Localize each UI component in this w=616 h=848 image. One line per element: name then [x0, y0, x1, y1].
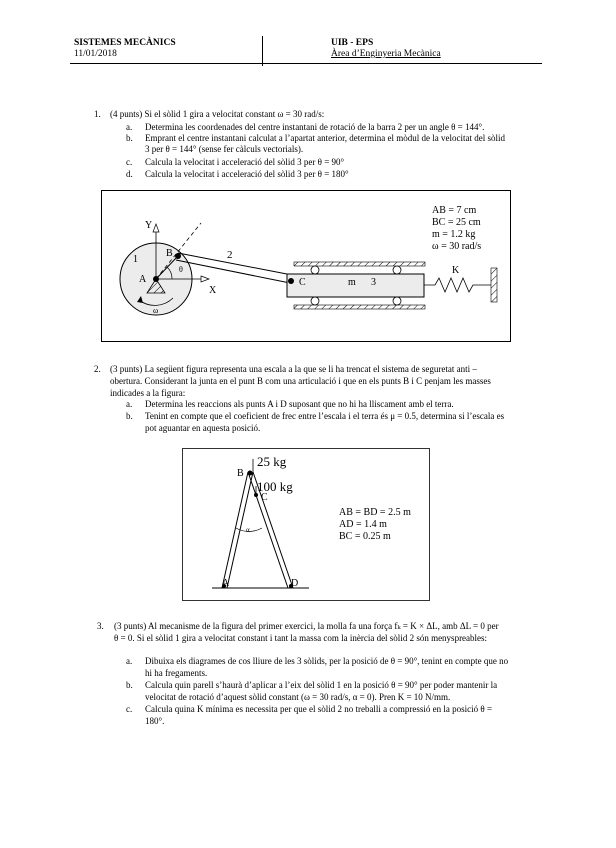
q3-item-b-line2: velocitat de rotació d’aquest sòlid constant (ω = 30 rad/s, α = 0). Pren K = 10 N/mm. — [145, 692, 451, 702]
q1-item-a-letter: a. — [126, 122, 133, 132]
q1-item-d-text: Calcula la velocitat i acceleració del sòlid 3 per θ = 180° — [145, 169, 349, 179]
q3-item-b-line1: Calcula quin parell s’haurà d’aplicar a l’eix del sòlid 1 en la posició θ = 90° per poder mantenir la — [145, 680, 498, 690]
spring-k — [424, 278, 491, 292]
header-right — [331, 38, 441, 60]
roller-1 — [311, 266, 319, 274]
header-rule — [70, 63, 542, 64]
q2-line1: (3 punts) La següent figura representa una escala a la que se li ha trencat el sistema de seguretat anti – — [110, 364, 477, 374]
joint-c — [288, 278, 294, 284]
guide-top — [294, 262, 425, 266]
data-m: m = 1.2 kg — [432, 229, 476, 240]
guide-bottom — [294, 305, 425, 309]
label-a-ladder: A — [222, 578, 230, 589]
header-left — [74, 38, 176, 60]
q2-item-a-text: Determina les reaccions als punts A i D suposant que no hi ha lliscament amb el terra. — [145, 399, 454, 409]
q3-item-b-letter: b. — [126, 680, 133, 690]
ladder-frame — [183, 449, 430, 601]
label-solid-3: 3 — [371, 277, 376, 288]
label-k: K — [452, 265, 460, 276]
q3-item-c-line2: 180°. — [145, 716, 165, 726]
data-ad: AD = 1.4 m — [339, 519, 387, 530]
x-axis-label: X — [209, 285, 217, 296]
roller-2 — [393, 266, 401, 274]
q2-item-b-line2: pot aguantar en aquesta posició. — [145, 423, 261, 433]
q3-item-a-letter: a. — [126, 656, 133, 666]
label-c: C — [299, 277, 306, 288]
label-m: m — [348, 277, 356, 288]
q1-number: 1. — [94, 109, 101, 119]
header-divider — [262, 36, 263, 66]
label-bar-2: 2 — [227, 249, 233, 261]
q3-line2: θ = 0. Si el sòlid 1 gira a velocitat constant i tant la massa com la inèrcia del sòlid 2 són menyspreables: — [114, 633, 488, 643]
q3-item-a-line2: hi ha fregaments. — [145, 668, 208, 678]
label-c-ladder: C — [261, 492, 268, 503]
alpha-label: α — [246, 526, 250, 534]
x-axis-arrow — [201, 276, 209, 282]
joint-b — [175, 253, 181, 259]
q1-item-d-letter: d. — [126, 169, 133, 179]
ladder-figure — [182, 448, 430, 601]
q2-line3: indicades a la figura: — [110, 388, 186, 398]
roller-3 — [311, 297, 319, 305]
data-bc-ladder: BC = 0.25 m — [339, 531, 391, 542]
q1-item-c-letter: c. — [126, 157, 133, 167]
q1-item-c-text: Calcula la velocitat i acceleració del sòlid 3 per θ = 90° — [145, 157, 345, 167]
label-a: A — [139, 274, 147, 285]
q3-number: 3. — [97, 621, 104, 631]
q3-line1: (3 punts) Al mecanisme de la figura del primer exercici, la molla fa una força fₖ = K × ΔL, amb ΔL = 0 per — [114, 621, 499, 631]
roller-4 — [393, 297, 401, 305]
q3-item-a-line1: Dibuixa els diagrames de cos lliure de les 3 sòlids, per la posició de θ = 90°, tenint en compte que no — [145, 656, 509, 666]
omega-label: ω — [153, 306, 159, 315]
joint-b-ladder — [248, 471, 253, 476]
q1-prompt: (4 punts) Si el sòlid 1 gira a velocitat constant ω = 30 rad/s: — [110, 109, 325, 119]
y-axis-arrow — [153, 224, 159, 232]
y-axis-label: Y — [145, 220, 153, 231]
q1-item-a-text: Determina les coordenades del centre instantani de rotació de la barra 2 per un angle θ = 144°. — [145, 122, 485, 132]
label-d-ladder: D — [291, 578, 299, 589]
q1-item-b-line1: Emprant el centre instantani calculat a l’apartat anterior, determina el mòdul de la velocitat del sòlid — [145, 133, 505, 143]
q3-item-c-letter: c. — [126, 704, 133, 714]
theta-label: θ — [179, 265, 183, 274]
q2-item-a-letter: a. — [126, 399, 133, 409]
institution: UIB - EPS — [331, 38, 374, 48]
q2-item-b-letter: b. — [126, 411, 133, 421]
label-b: B — [166, 248, 173, 259]
q2-item-b-line1: Tenint en compte que el coeficient de frec entre l’escala i el terra és μ = 0.5, determina si l’escala es — [145, 411, 505, 421]
leg-ab-outer — [222, 472, 248, 588]
data-bc: BC = 25 cm — [432, 217, 481, 228]
q2-number: 2. — [94, 364, 101, 374]
q1-item-b-line2: 3 per θ = 144° (sense fer càlculs vectorials). — [145, 144, 304, 154]
exam-date: 11/01/2018 — [74, 49, 117, 59]
department: Àrea d’Enginyeria Mecànica — [331, 49, 441, 59]
q3-item-c-line1: Calcula quina K mínima es necessita per que el sòlid 2 no treballi a compressió en la posició θ = — [145, 704, 493, 714]
label-solid-1: 1 — [133, 254, 138, 265]
mass-b-label: 25 kg — [257, 454, 287, 469]
mechanism-figure — [101, 190, 511, 342]
mass-c-label: 100 kg — [257, 479, 293, 494]
course-title: SISTEMES MECÀNICS — [74, 38, 176, 48]
q2-line2: obertura. Considerant la junta en el punt B com una articulació i que en els punts B i C penjam les masses — [110, 376, 491, 386]
data-omega: ω = 30 rad/s — [432, 241, 482, 252]
spring-wall — [491, 268, 497, 302]
label-b-ladder: B — [237, 468, 244, 479]
data-ab: AB = 7 cm — [432, 205, 477, 216]
pivot-a — [153, 276, 159, 282]
data-ab-bd: AB = BD = 2.5 m — [339, 507, 411, 518]
q1-item-b-letter: b. — [126, 133, 133, 143]
